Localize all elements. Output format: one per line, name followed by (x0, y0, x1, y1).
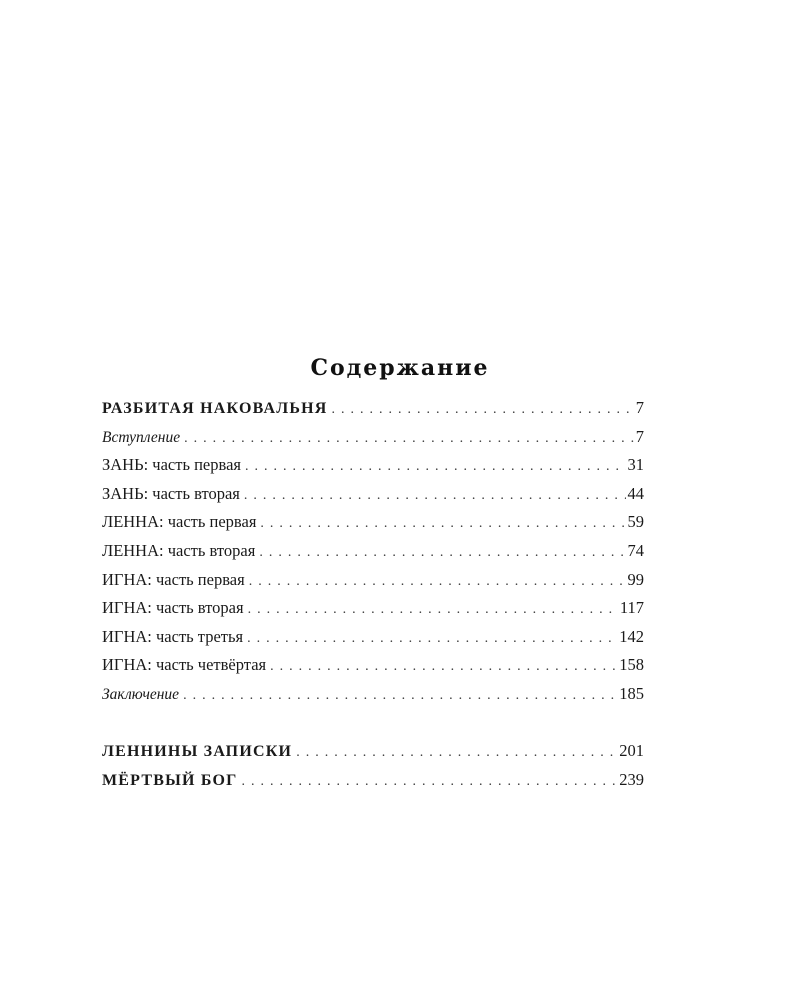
dot-leader (242, 768, 618, 795)
dot-leader (248, 596, 618, 623)
toc-entry-page-number: 239 (619, 769, 644, 789)
toc-entry[interactable] (102, 394, 644, 423)
toc-entry[interactable] (102, 680, 644, 709)
toc-entry-page-number: 142 (619, 626, 644, 646)
toc-entry[interactable] (102, 651, 644, 680)
toc-entry-page-number: 99 (627, 569, 644, 589)
dot-leader (183, 682, 617, 709)
toc-entry-page-number: 201 (619, 741, 644, 761)
table-of-contents (102, 394, 644, 794)
dot-leader (244, 482, 626, 509)
toc-entry[interactable] (102, 451, 644, 480)
toc-entry[interactable] (102, 594, 644, 623)
toc-entry-page-number: 7 (635, 398, 644, 417)
toc-entry-page-number: 185 (619, 683, 644, 703)
dot-leader (296, 739, 617, 766)
toc-entry[interactable] (102, 480, 644, 509)
toc-entry-title: ИГНА: часть четвёртая (102, 655, 267, 675)
toc-entry[interactable] (102, 766, 644, 795)
dot-leader (245, 453, 626, 480)
toc-entry-title: ИГНА: часть вторая (102, 598, 244, 618)
toc-entry[interactable] (102, 508, 644, 537)
toc-entry-title: ИГНА: часть третья (102, 626, 244, 646)
dot-leader (249, 568, 626, 595)
toc-entry-title: РАЗБИТАЯ НАКОВАЛЬНЯ (102, 400, 328, 417)
toc-entry-page-number: 158 (619, 655, 644, 675)
toc-entry-title: ЗАНЬ: часть первая (102, 455, 241, 475)
toc-entry-title: МЁРТВЫЙ БОГ (102, 771, 238, 789)
toc-entry-title: ЗАНЬ: часть вторая (102, 483, 240, 503)
toc-entry-title: ЛЕННА: часть первая (102, 512, 257, 532)
dot-leader (270, 653, 617, 680)
dot-leader (260, 510, 625, 537)
toc-entry-title: ИГНА: часть первая (102, 569, 245, 589)
toc-entry-page-number: 59 (627, 512, 644, 532)
toc-entry-page-number: 7 (635, 426, 644, 446)
toc-entry[interactable] (102, 566, 644, 595)
dot-leader (332, 396, 634, 423)
toc-entry[interactable] (102, 537, 644, 566)
toc-entry-title: Заключение (102, 685, 180, 703)
toc-entry-title: ЛЕННА: часть вторая (102, 540, 256, 560)
dot-leader (184, 425, 634, 452)
toc-entry-page-number: 44 (627, 483, 644, 503)
section-spacer (102, 709, 644, 738)
toc-entry-page-number: 31 (627, 455, 644, 475)
dot-leader (247, 625, 617, 652)
dot-leader (259, 539, 625, 566)
toc-entry-title: Вступление (102, 428, 181, 446)
toc-entry-page-number: 74 (627, 540, 644, 560)
toc-entry[interactable] (102, 423, 644, 452)
toc-entry-title: ЛЕННИНЫ ЗАПИСКИ (102, 743, 293, 761)
page-title: Содержание (310, 354, 490, 381)
toc-entry[interactable] (102, 737, 644, 766)
toc-entry[interactable] (102, 623, 644, 652)
toc-entry-page-number: 117 (619, 598, 644, 618)
